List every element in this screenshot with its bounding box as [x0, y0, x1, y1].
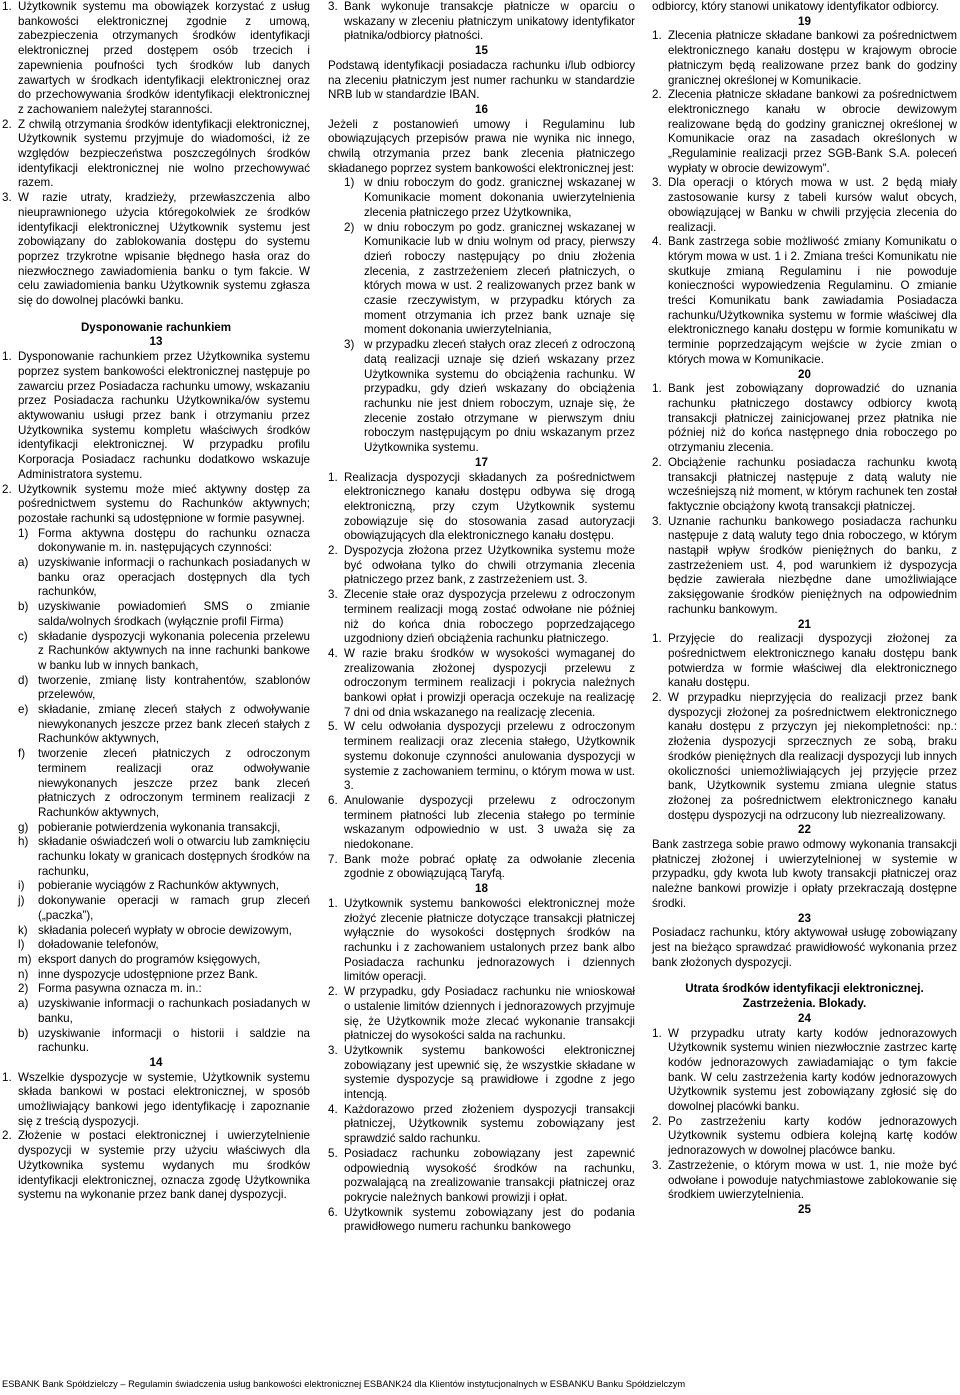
- item-text: Zastrzeżenie, o którym mowa w ust. 1, nie może być odwołane i powoduje natychmiastowe zablokowanie się środkiem uwierzytelnienia.: [668, 1158, 957, 1202]
- item-number: 1.: [2, 350, 12, 364]
- item-number: 2.: [328, 544, 338, 558]
- item-number: 2): [344, 220, 355, 234]
- paragraph: Podstawą identyfikacji posiadacza rachunku i/lub odbiorcy na zleceniu płatniczym jest numer rachunku w standardzie NRB lub w standardzie IBAN.: [328, 58, 635, 102]
- list-item: [18, 1027, 310, 1056]
- item-text: Złożenie w postaci elektronicznej i uwierzytelnienie dyspozycji w systemie przy użyciu właściwych dla Użytkownika systemu wydanych mu środków identyfikacji elektronicznej, oznacza zgodę Użytkownika systemu na wykonanie przez bank danej dyspozycji.: [18, 1129, 310, 1202]
- item-text: w dniu roboczym do godz. granicznej wskazanej w Komunikacie moment dokonania uwierzytelnienia zlecenia płatniczego przez Użytkownika,: [364, 176, 635, 219]
- list-item: [344, 221, 635, 339]
- item-text: Bank jest zobowiązany doprowadzić do uznania rachunku płatniczego dostawcy odbiorcy kwotą transakcji płatniczej zainicjowanej przez płatnika nie później niż do końca następnego dnia roboczego po otrzymaniu zlecenia.: [668, 382, 957, 455]
- item-number: 6.: [328, 793, 338, 807]
- item-number: 3.: [328, 0, 338, 13]
- item-text: Obciążenie rachunku posiadacza rachunku kwotą transakcji płatniczej następuje z datą waluty nie wcześniejszą niż moment, w którym rachunek ten został faktycznie obciążony kwotą transakcji płatniczej.: [668, 455, 957, 513]
- section-number: 20: [798, 367, 811, 381]
- item-number: 3.: [328, 588, 338, 602]
- item-number: 3.: [652, 176, 662, 190]
- list-item: [18, 630, 310, 674]
- item-text: W przypadku nieprzyjęcia do realizacji przez bank dyspozycji złożonej za pośrednictwem elektronicznego kanału dostępu z przyczyn jej niekompletności: np.: złożenia dyspozycji sprzecznych ze sobą, braku środków pieniężnych dla realizacji dyspozycji lub innych okoliczności uniemożliwiających jej przyjęcie przez bank, Użytkownik systemu zmiana ulegnie status złożonej za pośrednictwem elektronicznego kanału dostępu dyspozycji na odrzucony lub niezrealizowany.: [668, 691, 957, 822]
- item-text: eksport danych do programów księgowych,: [38, 953, 261, 966]
- item-text: składania poleceń wypłaty w obrocie dewizowym,: [38, 923, 292, 937]
- list-item: [328, 794, 635, 853]
- list-item: [328, 897, 635, 985]
- item-number: 1.: [2, 1070, 12, 1084]
- item-text: W celu odwołania dyspozycji przelewu z odroczonym terminem realizacji oraz zlecenia stałego, Użytkownik systemu dokonuje czynności anulowania dyspozycji w systemie z zachowaniem terminu, o którym mowa w ust. 3.: [344, 720, 635, 793]
- item-number: 1.: [652, 29, 662, 43]
- item-text: pobieranie potwierdzenia wykonania transakcji,: [38, 820, 281, 834]
- list-item: [328, 588, 635, 647]
- item-number: a): [18, 997, 29, 1011]
- item-number: 4.: [652, 235, 662, 249]
- item-number: m): [18, 953, 32, 966]
- item-text: składanie, zmianę zleceń stałych z odwoływanie niewykonanych jeszcze przez bank zleceń stałych z Rachunków aktywnych,: [38, 703, 310, 746]
- list-item: [652, 1027, 957, 1115]
- item-number: 3.: [2, 191, 12, 205]
- item-text: Posiadacz rachunku zobowiązany jest zapewnić odpowiednią wysokość środków na rachunku, pozwalającą na zrealizowanie transakcji płatniczej oraz pokrycie należnych bankowi prowizji i opłat.: [344, 1146, 635, 1204]
- item-number: 3.: [652, 514, 662, 528]
- item-text: inne dyspozycje udostępnione przez Bank.: [38, 967, 258, 981]
- item-number: j): [18, 894, 25, 908]
- section-number: 25: [798, 1202, 811, 1216]
- list-item: [328, 471, 635, 545]
- item-number: 1.: [652, 632, 662, 646]
- item-text: Dyspozycja złożona przez Użytkownika systemu może być odwołana tylko do chwili otrzymania zlecenia płatniczego przez bank, z zastrzeżeniem ust. 3.: [344, 544, 635, 587]
- column-2: [328, 0, 635, 1235]
- item-text: Bank zastrzega sobie możliwość zmiany Komunikatu o którym mowa w ust. 1 i 2. Zmiana treści Komunikatu nie skutkuje zmianą Regulaminu i nie powoduje konieczności wypowiedzenia Regulaminu. O zmianie treści Komunikatu bank zawiadamia Posiadacza rachunku/Użytkownika systemu w formie właściwej dla elektronicznego kanału dostępu w formie komunikatu w terminie poprzedzającym wejście w życie zmian o których mowa w Komunikacie.: [668, 235, 957, 366]
- item-number: 2.: [652, 1114, 662, 1128]
- section-number: 17: [475, 455, 488, 469]
- item-text: Użytkownik systemu ma obowiązek korzystać z usług bankowości elektronicznej zgodnie z umową, zabezpieczenia otrzymanych środków identyfikacji elektronicznej przed dostępem osób trzecich i zapewnienia poufności tych środków lub danych zawartych w środkach identyfikacji elektronicznej oraz do przechowywania środków identyfikacji elektronicznej z zachowaniem należytej staranności.: [18, 0, 310, 116]
- item-number: 7.: [328, 852, 338, 866]
- item-text: Po zastrzeżeniu karty kodów jednorazowych Użytkownik systemu odbiera kolejną kartę kodów jednorazowych w dowolnej placówce banku.: [668, 1114, 957, 1158]
- section-number: 22: [798, 823, 811, 837]
- item-number: e): [18, 703, 29, 717]
- item-number: 1): [344, 176, 355, 190]
- list-item: [328, 853, 635, 882]
- item-number: 4.: [328, 646, 338, 660]
- list-item: [18, 674, 310, 703]
- list-item: [2, 483, 310, 527]
- item-text: uzyskiwanie informacji o historii i saldzie na rachunku.: [38, 1026, 310, 1055]
- list-item: [652, 29, 957, 88]
- list-item: [344, 338, 635, 456]
- list-item: [652, 1159, 957, 1203]
- item-number: 2.: [2, 117, 12, 131]
- list-item: [652, 176, 957, 235]
- item-number: 2.: [652, 691, 662, 705]
- list-item: [652, 456, 957, 515]
- list-item: [652, 632, 957, 691]
- list-item: [328, 1147, 635, 1206]
- item-number: 5.: [328, 1146, 338, 1160]
- column-1: [2, 0, 310, 1203]
- item-text: uzyskiwanie informacji o rachunkach posiadanych w banku,: [38, 997, 310, 1025]
- item-number: b): [18, 600, 29, 614]
- list-item: [328, 544, 635, 588]
- list-item: [18, 835, 310, 879]
- list-item: [18, 703, 310, 747]
- column-3: [652, 0, 957, 1218]
- item-text: W przypadku utraty karty kodów jednorazowych Użytkownik systemu winien niezwłocznie zastrzec kartę kodów jednorazowych zawiadamiając o tym fakcie bank. W celu zastrzeżenia karty kodów jednorazowych Użytkownik systemu jest zobowiązany zgłosić się do dowolnej placówki banku.: [668, 1026, 957, 1114]
- item-text: w dniu roboczym po godz. granicznej wskazanej w Komunikacie lub w dniu wolnym od pracy, pierwszy dzień roboczy następujący po dniu złożenia zlecenia, z zastrzeżeniem zleceń płatniczych, o których mowa w ust. 2 realizowanych przez bank w czasie rzeczywistym, w przypadku których za moment otrzymania ich przez bank uznaje się moment dokonania uwierzytelniania,: [364, 220, 635, 337]
- item-text: Z chwilą otrzymania środków identyfikacji elektronicznej, Użytkownik systemu przyjmuje do wiadomości, iż ze względów bezpieczeństwa poszczególnych środków identyfikacji elektronicznej nie wolno przechowywać razem.: [18, 117, 310, 190]
- section-number: 19: [798, 14, 811, 28]
- item-number: 3.: [652, 1158, 662, 1172]
- section-number: 18: [475, 882, 488, 896]
- item-text: tworzenie, zmianę listy kontrahentów, szablonów przelewów,: [38, 673, 310, 702]
- section-number: 14: [149, 1055, 163, 1069]
- list-item: [18, 821, 310, 836]
- item-text: Forma aktywna dostępu do rachunku oznacza dokonywanie m. in. następujących czynności:: [38, 526, 310, 555]
- item-text: W przypadku, gdy Posiadacz rachunku nie wnioskował o ustalenie limitów dziennych i jednorazowych przyjmuje się, że Użytkownik może zlecać wykonanie transakcji płatniczej do wysokości salda na rachunku.: [344, 985, 635, 1043]
- list-item: [18, 982, 310, 997]
- item-text: Użytkownik systemu bankowości elektronicznej zobowiązany jest upewnić się, że wszystkie składane w systemie dyspozycje są prawidłowe i zgodne z jego intencją.: [344, 1043, 635, 1102]
- list-item: [18, 968, 310, 983]
- section-number: 24: [798, 1011, 811, 1025]
- list-item: [2, 0, 310, 118]
- item-text: Zlecenia płatnicze składane bankowi za pośrednictwem elektronicznego kanału w obrocie dewizowym realizowane będą do godziny granicznej określonej w Komunikacie oraz na zasadach określonych w „Regulaminie realizacji przez SGB-Bank S.A. poleceń wypłaty w obrocie dewizowym”.: [668, 88, 957, 175]
- item-number: 2.: [652, 88, 662, 102]
- item-number: 3.: [328, 1043, 338, 1057]
- list-item: [328, 0, 635, 44]
- item-number: f): [18, 747, 26, 761]
- section-number: 21: [798, 617, 811, 631]
- list-item: [652, 88, 957, 176]
- list-item: [2, 1129, 310, 1203]
- item-text: Zlecenia płatnicze składane bankowi za pośrednictwem elektronicznego kanału dostępu w krajowym obrocie płatniczym będą realizowane przez bank do godziny granicznej określonej w Komunikacie.: [668, 29, 957, 87]
- item-number: 1.: [2, 0, 12, 13]
- list-item: [18, 894, 310, 923]
- item-text: uzyskiwanie informacji o rachunkach posiadanych w banku oraz operacjach dostępnych dla tych rachunków,: [38, 556, 310, 599]
- item-text: W razie utraty, kradzieży, przewłaszczenia albo nieuprawnionego użycia któregokolwiek ze środków identyfikacji elektronicznej Użytkownik systemu jest zobowiązany do zablokowania dostępu do systemu poprzez trzykrotne wpisanie błędnego hasła oraz do niezwłocznego zawiadomienia banku o tym fakcie. W celu zawiadomienia banku Użytkownik systemu zgłasza się do dowolnej placówki banku.: [18, 191, 310, 308]
- list-item: [652, 382, 957, 456]
- item-text: Użytkownik systemu może mieć aktywny dostęp za pośrednictwem systemu do Rachunków aktywnych; pozostałe rachunki są udostępnione w formie pasywnej.: [18, 482, 310, 525]
- item-text: Użytkownik systemu zobowiązany jest do podania prawidłowego numeru rachunku bankowego: [344, 1205, 635, 1234]
- item-number: 5.: [328, 720, 338, 734]
- item-text: w przypadku zleceń stałych oraz zleceń z odroczoną datą realizacji uznaje się dzień wskazany przez Użytkownika systemu do obciążenia rachunku. W przypadku, gdy dzień wskazany do obciążenia rachunku nie jest dniem roboczym, uznaje się, że zlecenie zostało otrzymane w pierwszym dniu roboczym następującym po dniu wskazanym przez Użytkownika systemu.: [364, 338, 635, 455]
- list-item: [18, 997, 310, 1026]
- paragraph: Bank zastrzega sobie prawo odmowy wykonania transakcji płatniczej złożonej i uwierzytelnionej w systemie w przypadku, gdy kwota lub kwoty transakcji płatniczej oraz należne bankowi prowizje i opłaty przekraczają dostępne środki.: [652, 838, 957, 910]
- list-item: [18, 527, 310, 556]
- item-text: pobieranie wyciągów z Rachunków aktywnych,: [38, 879, 280, 893]
- list-item: [328, 647, 635, 721]
- item-number: 3): [344, 338, 355, 352]
- item-text: Forma pasywna oznacza m. in.:: [38, 982, 202, 996]
- item-text: Wszelkie dyspozycje w systemie, Użytkownik systemu składa bankowi w postaci elektronicznej, w sposób umożliwiający bankowi jego identyfikację i zapoznanie się z treścią dyspozycji.: [18, 1070, 310, 1128]
- section-number: 13: [149, 335, 163, 349]
- list-item: [18, 556, 310, 600]
- list-item: [328, 1103, 635, 1147]
- section-heading: Dysponowanie rachunkiem: [80, 320, 232, 334]
- list-item: [328, 985, 635, 1044]
- item-text: W razie braku środków w wysokości wymaganej do zrealizowania złożonej dyspozycji przelewu z odroczonym terminem realizacji i pokrycia należnych bankowi opłat i prowizji operacja oczekuje na realizację 7 dni od dnia wskazanego na realizację zlecenia.: [344, 646, 635, 719]
- item-text: Każdorazowo przed złożeniem dyspozycji transakcji płatniczej, Użytkownik systemu zobowiązany jest sprawdzić saldo rachunku.: [344, 1102, 635, 1146]
- section-number: 23: [798, 911, 811, 925]
- list-item: [652, 1115, 957, 1159]
- section-number: 15: [475, 44, 488, 58]
- list-item: [2, 350, 310, 482]
- item-number: 2): [18, 982, 29, 996]
- item-text: Użytkownik systemu bankowości elektronicznej może złożyć zlecenie płatnicze dotyczące transakcji płatniczej wyłącznie do wysokości dostępnych środków na rachunku i z zachowaniem ustalonych przez bank albo Posiadacza rachunku jednorazowych i dziennych limitów operacji.: [344, 896, 635, 984]
- item-text: doładowanie telefonów,: [38, 938, 159, 952]
- item-number: 1): [18, 526, 29, 540]
- paragraph: Posiadacz rachunku, który aktywował usługę zobowiązany jest na bieżąco sprawdzać prawidłowość wykonania przez bank złożonych dyspozycji.: [652, 926, 957, 969]
- item-number: 1.: [652, 1026, 662, 1040]
- list-item: [2, 191, 310, 309]
- item-number: 2.: [2, 1129, 12, 1143]
- section-number: 16: [475, 102, 488, 116]
- item-number: 6.: [328, 1205, 338, 1219]
- item-text: Dla operacji o których mowa w ust. 2 będą miały zastosowanie kursy z tabeli kursów walut obcych, obowiązującej w Banku w chwili przyjęcia zlecenia do realizacji.: [668, 176, 957, 234]
- item-text: Anulowanie dyspozycji przelewu z odroczonym terminem płatności lub zlecenia stałego po terminie wskazanym odpowiednio w ust. 3 uważa się za niedokonane.: [344, 793, 635, 852]
- item-number: 2.: [2, 482, 12, 496]
- list-item: [18, 747, 310, 821]
- list-item: [652, 235, 957, 367]
- item-text: Dysponowanie rachunkiem przez Użytkownika systemu poprzez system bankowości elektronicznej następuje po zawarciu przez Posiadacza rachunku umowy, wskazaniu przez Posiadacza rachunku Użytkownika/ów systemu aktywowaniu usługi przez bank i otrzymaniu przez Użytkownika systemu kompletu właściwych środków identyfikacji elektronicznej. W przypadku profilu Korporacja Posiadacz rachunku dodatkowo wskazuje Administratora systemu.: [18, 350, 310, 481]
- page-footer: ESBANK Bank Spółdzielczy – Regulamin świadczenia usług bankowości elektronicznej ESBANK24 dla Klientów instytucjonalnych w ESBANKU Banku Spółdzielczym: [2, 1379, 686, 1389]
- item-text: Uznanie rachunku bankowego posiadacza rachunku następuje z datą waluty tego dnia roboczego, w którym nastąpił wpływ środków pieniężnych do banku, z zastrzeżeniem ust. 4, pod warunkiem iż dyspozycja będzie zawierała niezbędne dane umożliwiające zaksięgowanie środków pieniężnych na odpowiednim rachunku bankowym.: [668, 514, 957, 616]
- item-text: Przyjęcie do realizacji dyspozycji złożonej za pośrednictwem elektronicznego kanału dostępu bank potwierdza w formie właściwej dla elektronicznego kanału dostępu.: [668, 632, 957, 690]
- item-text: dokonywanie operacji w ramach grup zleceń („paczka”),: [38, 894, 310, 922]
- item-number: b): [18, 1026, 29, 1040]
- item-text: tworzenie zleceń płatniczych z odroczonym terminem realizacji oraz odwoływanie niewykonanych jeszcze przez bank zleceń płatniczych z odroczonym terminem realizacji z Rachunków aktywnych,: [38, 747, 310, 819]
- item-number: 1.: [328, 470, 338, 484]
- section-heading: Utrata środków identyfikacji elektronicznej. Zastrzeżenia. Blokady.: [685, 982, 924, 1011]
- item-number: 4.: [328, 1102, 338, 1116]
- list-item: [2, 118, 310, 192]
- item-text: Zlecenie stałe oraz dyspozycja przelewu z odroczonym terminem realizacji mogą zostać odwołane nie później niż do końca dnia roboczego poprzedzającego uzgodniony dzień obciążenia rachunku płatniczego.: [344, 588, 635, 646]
- list-item: [328, 720, 635, 794]
- item-number: i): [18, 879, 25, 893]
- paragraph: odbiorcy, który stanowi unikatowy identyfikator odbiorcy.: [652, 0, 939, 13]
- paragraph: Jeżeli z postanowień umowy i Regulaminu lub obowiązujących przepisów prawa nie wynika nic innego, chwilą otrzymania przez bank zlecenia płatniczego składanego poprzez system bankowości elektronicznej jest:: [328, 117, 635, 175]
- item-number: 2.: [652, 455, 662, 469]
- list-item: [2, 1071, 310, 1130]
- list-item: [18, 938, 310, 953]
- list-item: [344, 176, 635, 220]
- item-number: l): [18, 938, 25, 952]
- list-item: [18, 953, 310, 968]
- item-text: Bank wykonuje transakcje płatnicze w oparciu o wskazany w zleceniu płatniczym unikatowy identyfikator płatnika/odbiorcy płatności.: [344, 0, 635, 43]
- item-text: składanie dyspozycji wykonania polecenia przelewu z Rachunków aktywnych na inne rachunki bankowe w banku lub w innych bankach,: [38, 629, 310, 672]
- item-number: a): [18, 556, 29, 570]
- item-number: h): [18, 835, 29, 849]
- item-number: c): [18, 629, 28, 643]
- list-item: [652, 691, 957, 823]
- list-item: [18, 924, 310, 939]
- item-number: 1.: [328, 896, 338, 910]
- list-item: [328, 1044, 635, 1103]
- list-item: [328, 1206, 635, 1235]
- item-number: g): [18, 820, 29, 834]
- item-number: n): [18, 967, 29, 981]
- item-text: Realizacja dyspozycji składanych za pośrednictwem elektronicznego kanału dostępu odbywa się drogą elektroniczną, przy czym Użytkownik systemu zobowiązuje się do stosowania zasad autoryzacji obowiązujących dla elektronicznego kanału dostępu.: [344, 470, 635, 543]
- item-number: d): [18, 673, 29, 687]
- item-number: k): [18, 923, 28, 937]
- item-text: Bank może pobrać opłatę za odwołanie zlecenia zgodnie z obowiązującą Taryfą.: [344, 852, 635, 881]
- item-text: składanie oświadczeń woli o otwarciu lub zamknięciu rachunku lokaty w granicach dostępnych środków na rachunku,: [38, 835, 310, 878]
- item-number: 2.: [328, 985, 338, 999]
- list-item: [18, 600, 310, 629]
- list-item: [652, 515, 957, 618]
- item-number: 1.: [652, 382, 662, 396]
- list-item: [18, 879, 310, 894]
- item-text: uzyskiwanie powiadomień SMS o zmianie salda/wolnych środkach (wyłącznie profil Firma): [38, 600, 310, 628]
